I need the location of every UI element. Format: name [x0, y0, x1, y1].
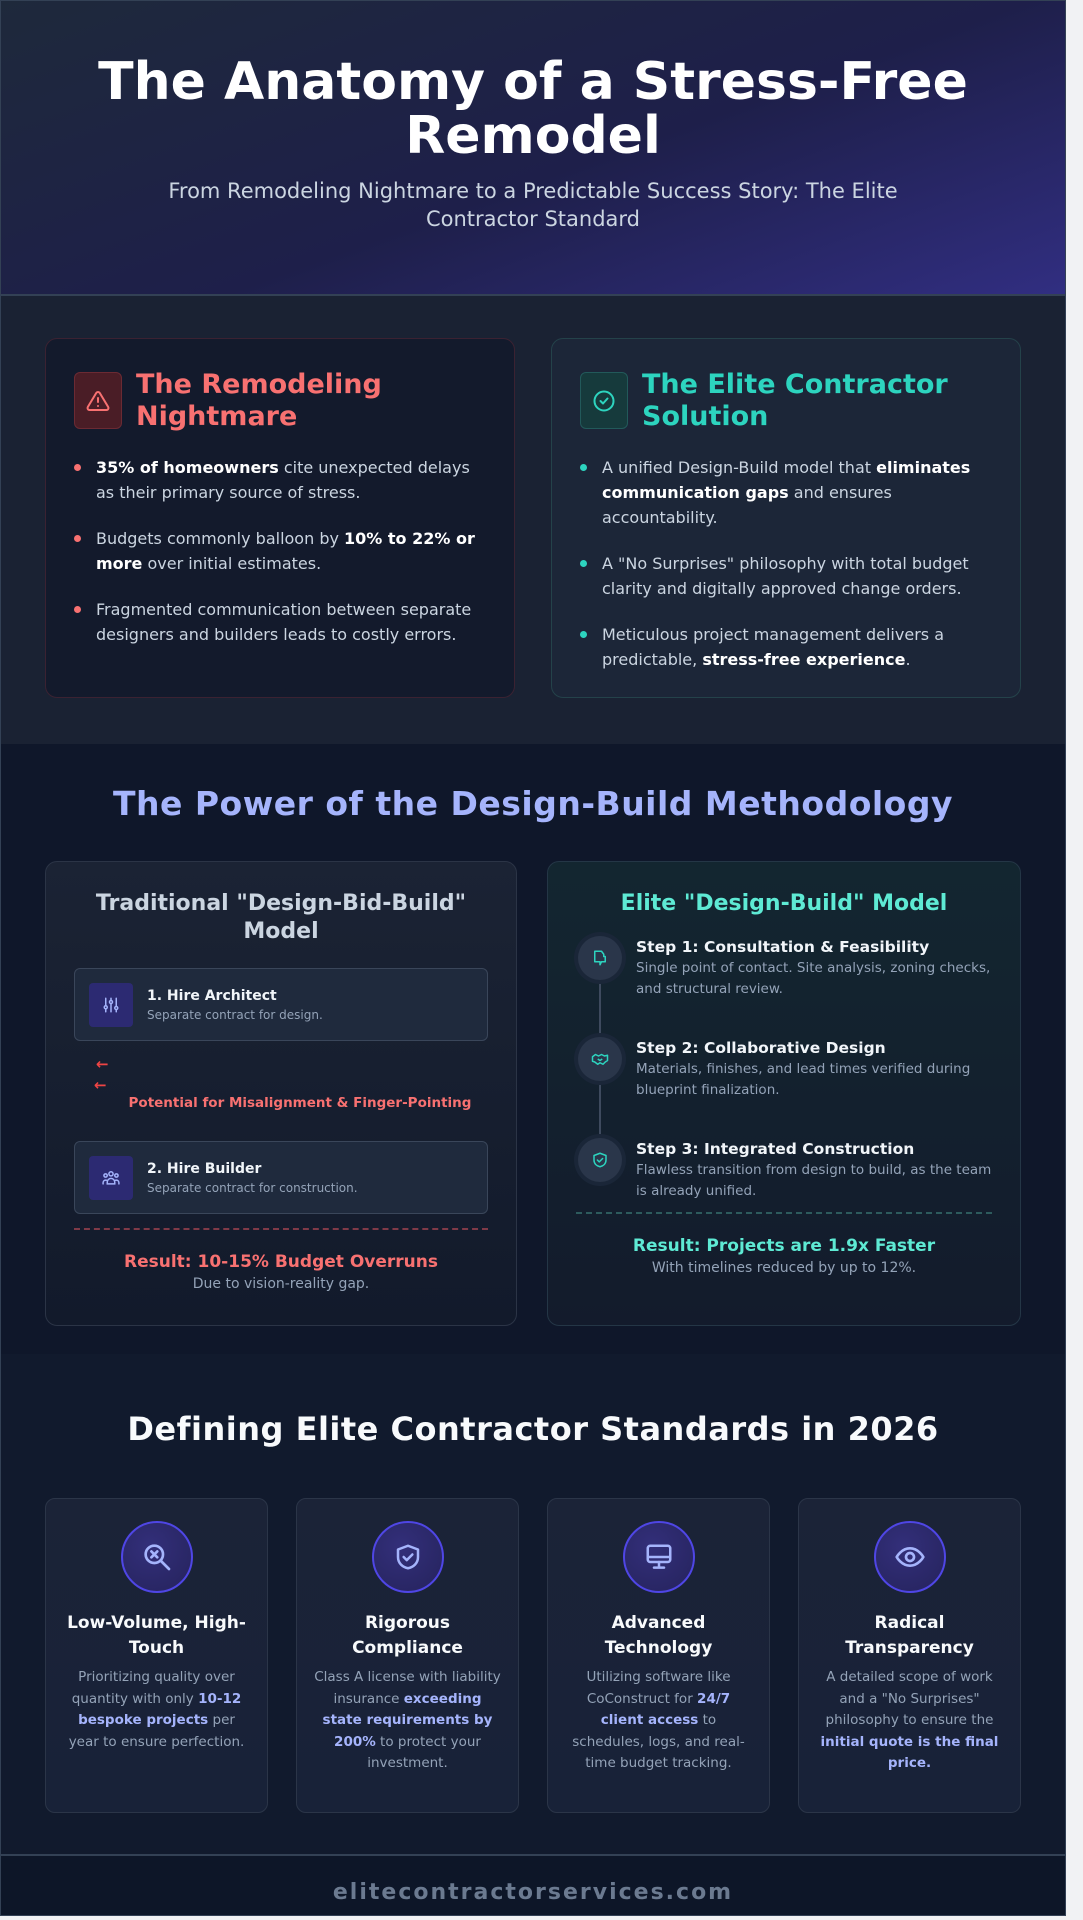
misalignment-indicator: [74, 1041, 488, 1125]
list-item: Budgets commonly balloon by 10% to 22% or more over initial estimates.: [74, 526, 486, 576]
hire-architect-step: 1. Hire Architect Separate contract for design.: [74, 968, 488, 1041]
traditional-title: Traditional "Design-Bid-Build" Model: [95, 891, 467, 944]
eye-icon: [874, 1521, 946, 1593]
methodology-heading: The Power of the Design-Build Methodology: [112, 784, 953, 823]
standard-card-technology: Advanced Technology Utilizing software like CoConstruct for 24/7 client access to schedules, logs, and real-time budget tracking.: [547, 1498, 770, 1813]
team-icon: [89, 1156, 133, 1200]
divider: [74, 1228, 488, 1230]
elite-step-1: Step 1: Consultation & Feasibility Single point of contact. Site analysis, zoning checks, and structural review.: [576, 936, 992, 1037]
footer: [1, 1854, 1065, 1916]
elite-steps: [576, 936, 992, 1206]
search-x-icon: [121, 1521, 193, 1593]
elite-step-2: Step 2: Collaborative Design Materials, finishes, and lead times verified during blueprint finalization.: [576, 1037, 992, 1138]
timeline-connector: [599, 1085, 601, 1137]
sliders-icon: [89, 983, 133, 1027]
list-item: A unified Design-Build model that eliminates communication gaps and ensures accountability.: [580, 455, 992, 530]
elite-model-card: [547, 861, 1021, 1326]
problem-solution-section: [1, 296, 1065, 744]
arrow-left-icon: ←: [94, 1076, 107, 1094]
problem-list: [74, 455, 486, 647]
standard-card-transparency: Radical Transparency A detailed scope of work and a "No Surprises" philosophy to ensure the initial quote is the final price.: [798, 1498, 1021, 1813]
timeline-connector: [599, 984, 601, 1036]
solution-list: [580, 455, 992, 672]
problem-card: [45, 338, 515, 698]
hero-header: [1, 1, 1065, 296]
problem-title: The Remodeling Nightmare: [136, 369, 382, 432]
standards-section: [1, 1354, 1065, 1854]
page-subtitle: From Remodeling Nightmare to a Predictable Success Story: The Elite Contractor Standard: [168, 179, 898, 231]
traditional-model-card: [45, 861, 517, 1326]
page-title: The Anatomy of a Stress-Free Remodel: [98, 52, 968, 166]
footer-domain-link[interactable]: elitecontractorservices.com: [332, 1880, 734, 1905]
list-item: Meticulous project management delivers a predictable, stress-free experience.: [580, 622, 992, 672]
methodology-section: [1, 744, 1065, 1354]
warning-triangle-icon: [74, 372, 122, 429]
shield-check-icon: [578, 1138, 622, 1182]
traditional-result: Result: 10-15% Budget Overruns Due to vision-reality gap.: [124, 1252, 438, 1292]
shield-check-icon: [372, 1521, 444, 1593]
standard-card-low-volume: Low-Volume, High-Touch Prioritizing quality over quantity with only 10-12 bespoke projects per year to ensure perfection.: [45, 1498, 268, 1813]
arrow-left-icon: ←: [96, 1055, 109, 1073]
monitor-icon: [623, 1521, 695, 1593]
elite-step-3: Step 3: Integrated Construction Flawless transition from design to build, as the team is already unified.: [576, 1138, 992, 1206]
handshake-icon: [578, 1037, 622, 1081]
chat-bubble-icon: [578, 936, 622, 980]
hire-builder-step: 2. Hire Builder Separate contract for construction.: [74, 1141, 488, 1214]
solution-card: [551, 338, 1021, 698]
check-circle-icon: [580, 372, 628, 429]
standard-card-compliance: Rigorous Compliance Class A license with liability insurance exceeding state requirements by 200% to protect your investment.: [296, 1498, 519, 1813]
solution-title: The Elite Contractor Solution: [642, 369, 948, 432]
elite-result: Result: Projects are 1.9x Faster With timelines reduced by up to 12%.: [632, 1236, 936, 1276]
list-item: 35% of homeowners cite unexpected delays as their primary source of stress.: [74, 455, 486, 505]
divider: [576, 1212, 992, 1214]
elite-title: Elite "Design-Build" Model: [620, 891, 948, 916]
list-item: Fragmented communication between separate designers and builders leads to costly errors.: [74, 597, 486, 647]
list-item: A "No Surprises" philosophy with total budget clarity and digitally approved change orders.: [580, 551, 992, 601]
misalignment-warning: Potential for Misalignment & Finger-Pointing: [128, 1095, 472, 1111]
standards-heading: Defining Elite Contractor Standards in 2026: [127, 1410, 939, 1448]
